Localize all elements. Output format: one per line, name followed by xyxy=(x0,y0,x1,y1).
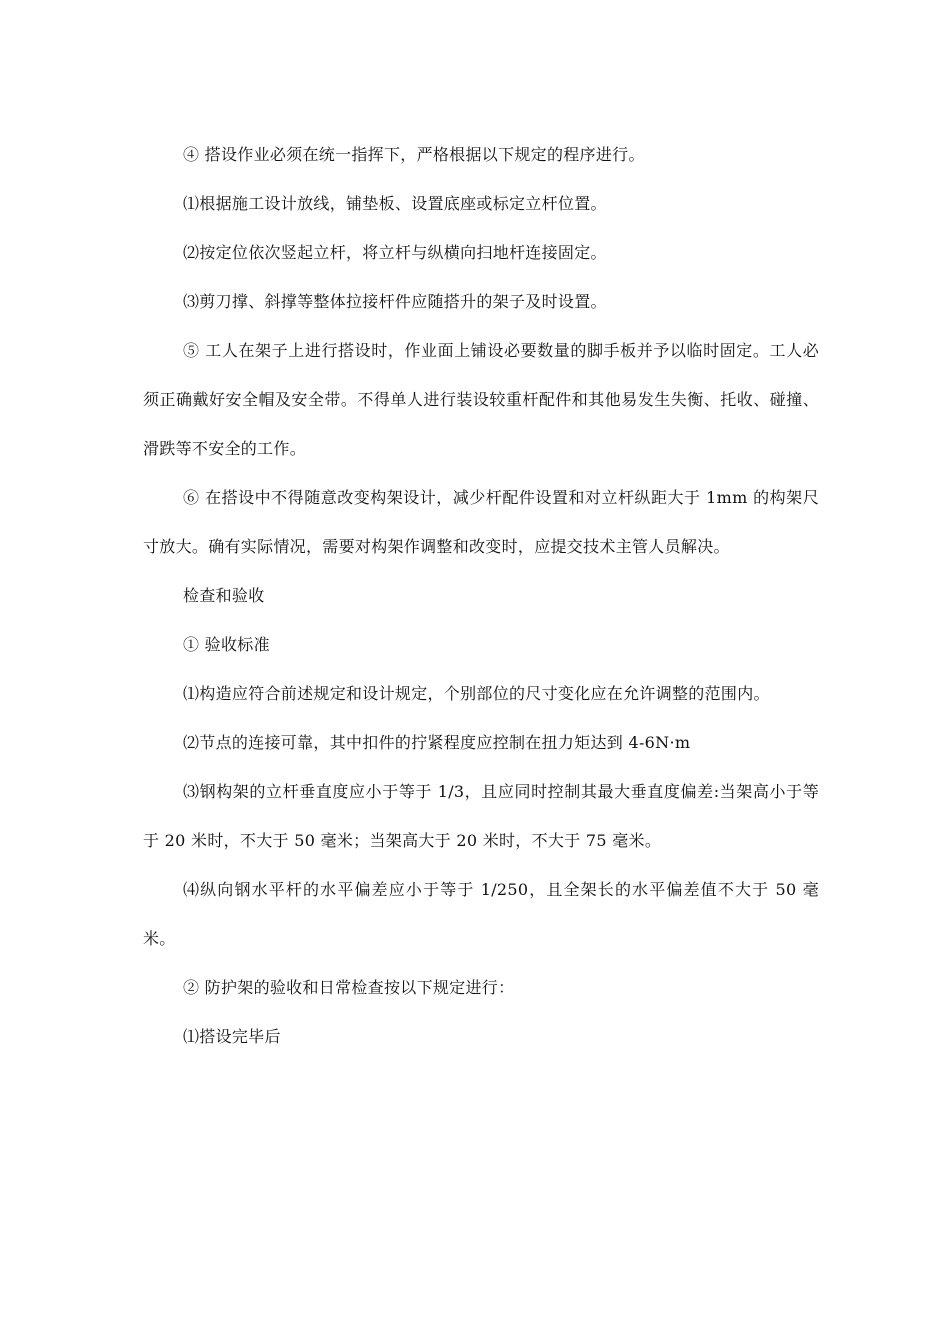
paragraph-acceptance-standard: ① 验收标准 xyxy=(183,635,270,654)
paragraph-substep-2: ⑵按定位依次竖起立杆，将立杆与纵横向扫地杆连接固定。 xyxy=(183,243,607,262)
paragraph-step-4: ④ 搭设作业必须在统一指挥下，严格根据以下规定的程序进行。 xyxy=(183,145,645,164)
paragraph-step-5: ⑤ 工人在架子上进行搭设时，作业面上铺设必要数量的脚手板并予以临时固定。工人必须正确戴好安全帽及安全带。不得单人进行装设较重杆配件和其他易发生失衡、托收、碰撞、滑跌等不安全的工作。 xyxy=(143,341,819,458)
paragraph-daily-check: ② 防护架的验收和日常检查按以下规定进行： xyxy=(183,978,515,997)
paragraph-standard-1: ⑴构造应符合前述规定和设计规定，个别部位的尺寸变化应在允许调整的范围内。 xyxy=(183,684,770,703)
paragraph-substep-1: ⑴根据施工设计放线，铺垫板、设置底座或标定立杆位置。 xyxy=(183,194,607,213)
section-heading-inspection: 检查和验收 xyxy=(183,586,265,605)
paragraph-substep-3: ⑶剪刀撑、斜撑等整体拉接杆件应随搭升的架子及时设置。 xyxy=(183,292,607,311)
paragraph-standard-4: ⑷纵向钢水平杆的水平偏差应小于等于 1/250，且全架长的水平偏差值不大于 50 毫米。 xyxy=(143,880,819,948)
paragraph-step-6: ⑥ 在搭设中不得随意改变构架设计，减少杆配件设置和对立杆纵距大于 1mm 的构架尺寸放大。确有实际情况，需要对构架作调整和改变时，应提交技术主管人员解决。 xyxy=(143,488,819,556)
paragraph-standard-3: ⑶钢构架的立杆垂直度应小于等于 1/3，且应同时控制其最大垂直度偏差:当架高小于等于 20 米时，不大于 50 毫米；当架高大于 20 米时，不大于 75 毫米。 xyxy=(143,782,819,850)
body-text xyxy=(143,130,819,1061)
paragraph-check-1: ⑴搭设完毕后 xyxy=(183,1027,281,1046)
paragraph-standard-2: ⑵节点的连接可靠，其中扣件的拧紧程度应控制在扭力矩达到 4-6N·m xyxy=(183,733,691,752)
